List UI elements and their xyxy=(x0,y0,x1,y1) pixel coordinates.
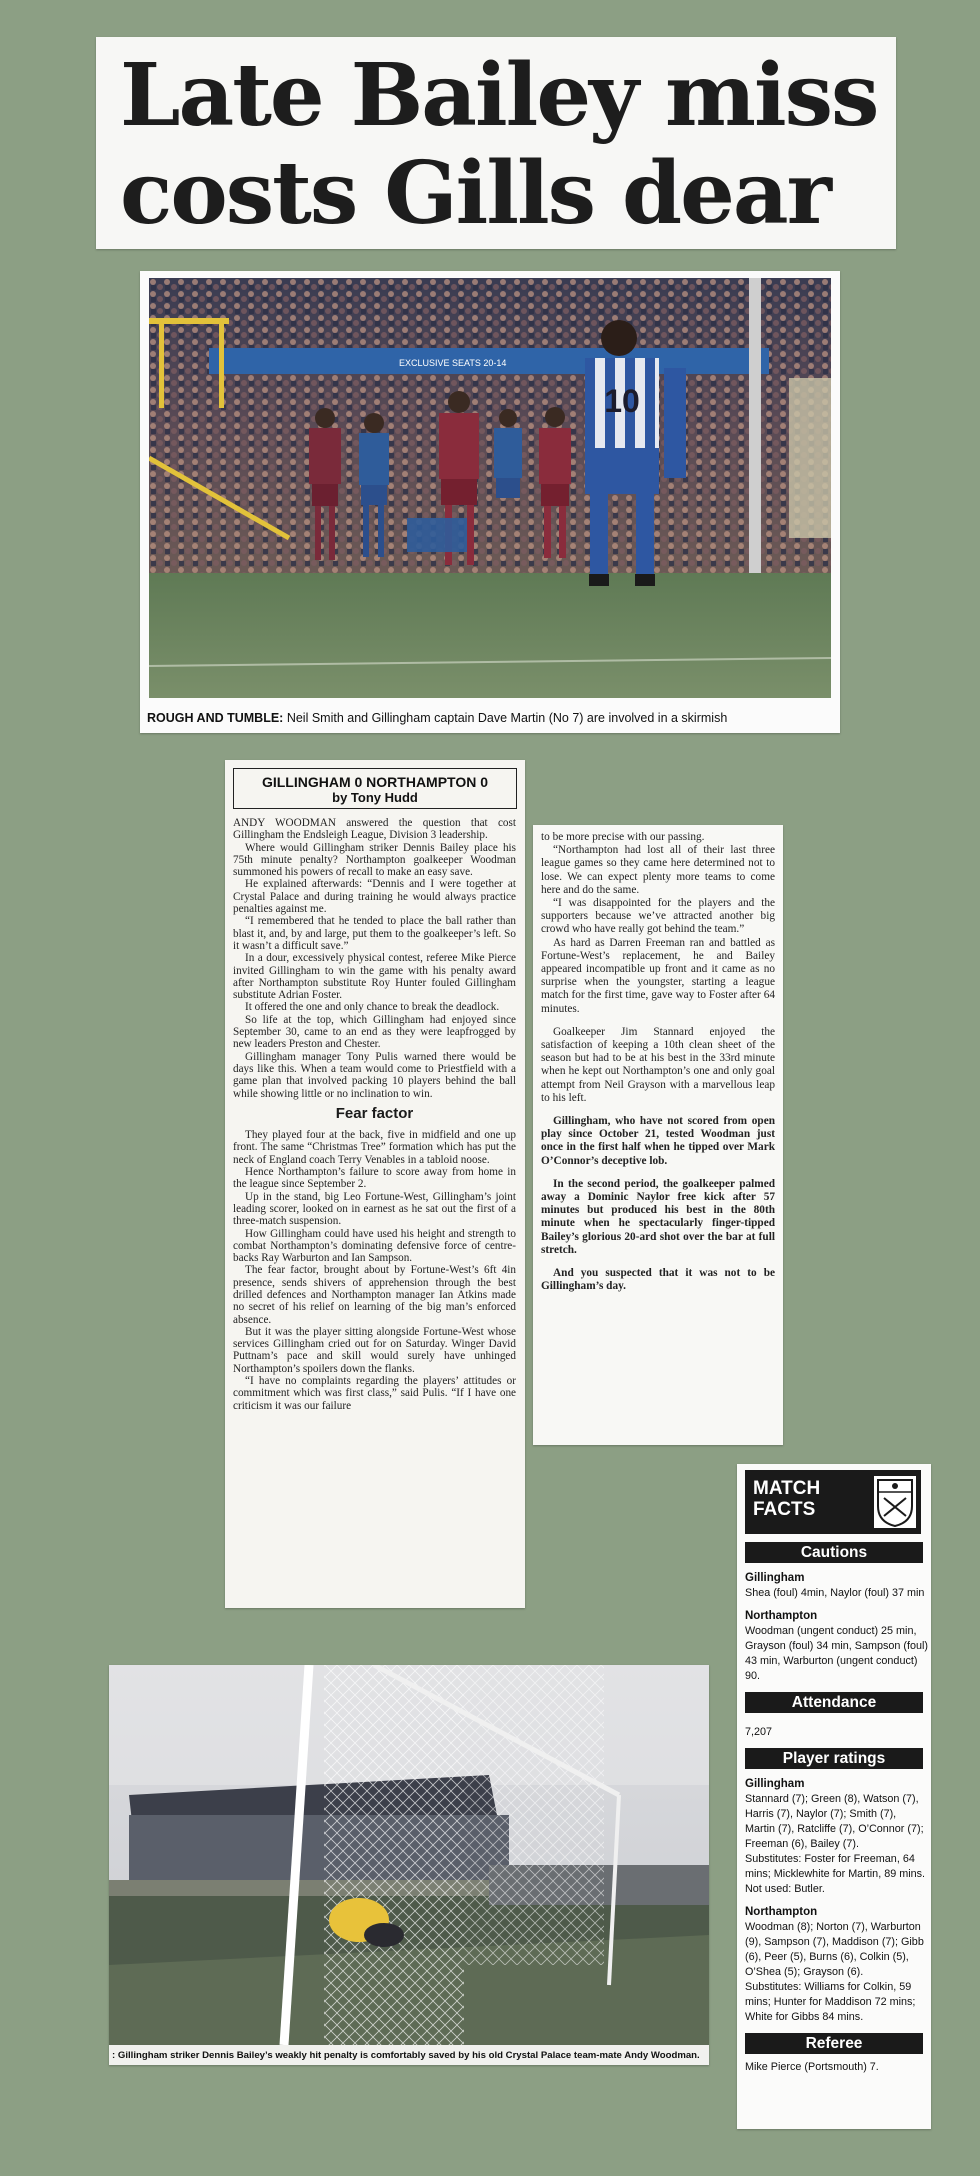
ratings-team2-text: Woodman (8); Norton (7), Warburton (9), Sampson (7), Maddison (7); Gibb (6), Peer (5), Burns (6), Colkin (5), O’Shea (5); Grayson (6). xyxy=(745,1921,924,1978)
article-paragraph: As hard as Darren Freeman ran and battled as Fortune-West’s replacement, he and Bailey appeared incompatible up front and it came as no surprise when the youngster, starting a league match for the first time, gave way to Foster after 64 minutes. xyxy=(541,936,775,1015)
article-body-col1 xyxy=(233,817,516,1412)
col2-part3 xyxy=(541,1115,775,1168)
article-paragraph: to be more precise with our passing. xyxy=(541,831,705,843)
match-action-illustration xyxy=(149,278,831,698)
bottom-photo-caption: : Gillingham striker Dennis Bailey’s weakly hit penalty is comfortably saved by his old Crystal Palace team-mate Andy Woodman. xyxy=(112,2050,700,2061)
article-paragraph: “I have no complaints regarding the players’ attitudes or commitment which was first class,” said Pulis. “If I have one criticism it was our failure xyxy=(233,1375,516,1412)
article-paragraph: “I remembered that he tended to place the ball rather than blast it, and, by and large, put them to the goalkeeper’s left. So it wasn’t a difficult save.” xyxy=(233,915,516,952)
col2-part4 xyxy=(541,1178,775,1257)
caption-lead: ROUGH AND TUMBLE: xyxy=(147,711,284,725)
ratings-team2-subs: Substitutes: Williams for Colkin, 59 mins; Hunter for Maddison 72 mins; White for Gibbs 84 mins. xyxy=(745,1981,916,2023)
article-paragraph: “Northampton had lost all of their last three league games so they came here determined not to lose. We can expect plenty more teams to come here and do the same. xyxy=(541,844,775,896)
cautions-team1-text: Shea (foul) 4min, Naylor (foul) 37 min xyxy=(745,1587,925,1599)
article-heading: GILLINGHAM 0 NORTHAMPTON 0 xyxy=(261,774,489,790)
col1-part1 xyxy=(233,817,516,1100)
referee-heading: Referee xyxy=(745,2033,923,2054)
article-paragraph: Gillingham manager Tony Pulis warned there would be days like this. When a team would come to Priestfield with a game plan that involved packing 10 players behind the ball while showing little or no inclination to win. xyxy=(233,1050,516,1100)
penalty-save-photo xyxy=(109,1665,709,2045)
article-paragraph: It offered the one and only chance to break the deadlock. xyxy=(245,1001,500,1014)
club-crest-icon xyxy=(874,1476,916,1528)
match-facts-content xyxy=(737,1542,931,2075)
article-paragraph: And you suspected that it was not to be Gillingham’s day. xyxy=(541,1267,775,1293)
article-paragraph: Gillingham, who have not scored from open play since October 21, tested Woodman just once in the first half when he tipped over Mark O’Connor’s deceptive lob. xyxy=(541,1115,775,1167)
attendance-value: 7,207 xyxy=(745,1726,773,1738)
shirt-number: 10 xyxy=(604,383,640,419)
article-paragraph: The fear factor, brought about by Fortune-West’s 6ft 4in presence, sends shivers of apprehension through the best drilled defences and Northampton manager Ian Atkins made no secret of his relief on learning of the big man’s enforced absence. xyxy=(233,1264,516,1326)
article-body-col2 xyxy=(541,831,775,1294)
ratings-team1-subs: Substitutes: Foster for Freeman, 64 mins; Micklewhite for Martin, 89 mins. Not used: Butler. xyxy=(745,1853,925,1895)
ratings-team2: Northampton xyxy=(745,1906,818,1918)
caption-text: Neil Smith and Gillingham captain Dave Martin (No 7) are involved in a skirmish xyxy=(286,711,728,725)
bottom-photo-clipping xyxy=(109,1665,709,2065)
article-paragraph: How Gillingham could have used his height and strength to combat Northampton’s dominating defensive force of centre-backs Ray Warburton and Ian Sampson. xyxy=(233,1227,516,1265)
cautions-team2: Northampton xyxy=(745,1610,818,1622)
article-paragraph: In the second period, the goalkeeper palmed away a Dominic Naylor free kick after 57 minutes but produced his best in the 80th minute when he spectacularly finger-tipped Bailey’s glorious 20-ard shot over the bar at full stretch. xyxy=(541,1177,775,1256)
ratings-team1: Gillingham xyxy=(745,1778,805,1790)
match-facts-panel xyxy=(737,1464,931,2129)
match-facts-title-line1: MATCH xyxy=(753,1478,821,1499)
penalty-save-illustration xyxy=(109,1665,709,2045)
attendance-heading: Attendance xyxy=(745,1692,923,1713)
col2-part2 xyxy=(541,1026,775,1105)
article-column-2 xyxy=(533,825,783,1445)
col1-part2 xyxy=(233,1129,516,1412)
headline-clipping xyxy=(96,37,896,249)
article-column-1 xyxy=(225,760,525,1608)
referee-value: Mike Pierce (Portsmouth) 7. xyxy=(745,2061,879,2073)
article-paragraph: They played four at the back, five in midfield and one up front. The same “Christmas Tree” formation which has put the neck of England coach Terry Venables in a tabloid noose. xyxy=(233,1129,516,1166)
article-byline: by Tony Hudd xyxy=(332,790,418,805)
col2-part5 xyxy=(541,1267,775,1293)
match-action-photo xyxy=(149,278,831,698)
article-paragraph: Goalkeeper Jim Stannard enjoyed the satisfaction of keeping a 10th clean sheet of the season but had to be at his best in the 33rd minute when he kept out Northampton’s one and only goal attempt from Neil Grayson with a marvellous leap to his left. xyxy=(541,1025,775,1104)
article-paragraph: Up in the stand, big Leo Fortune-West, Gillingham’s joint leading scorer, looked on in earnest as he sat out the first of a three-match suspension. xyxy=(233,1190,516,1228)
article-paragraph: So life at the top, which Gillingham had enjoyed since September 30, came to an end as they were leapfrogged by new leaders Preston and Chester. xyxy=(233,1013,516,1051)
article-paragraph: Where would Gillingham striker Dennis Bailey place his 75th minute penalty? Northampton goalkeeper Woodman summoned his powers of recall to make an easy save. xyxy=(233,841,516,879)
top-photo-caption xyxy=(147,711,727,725)
article-paragraph: But it was the player sitting alongside Fortune-West whose services Gillingham cried out for on Saturday. Winger David Puttnam’s pace and skill would surely have unhinged Northampton’s spoilers down the flanks. xyxy=(233,1325,516,1375)
hoarding-text: EXCLUSIVE SEATS 20-14 xyxy=(399,358,507,368)
cautions-team2-text: Woodman (ungent conduct) 25 min, Grayson (foul) 34 min, Sampson (foul) 43 min, Warburton (ungent conduct) 90. xyxy=(745,1625,929,1682)
article-paragraph: He explained afterwards: “Dennis and I were together at Crystal Palace and during training he would always practice penalties against me. xyxy=(233,878,516,916)
headline-line-1: Late Bailey miss xyxy=(120,45,878,146)
cautions-heading: Cautions xyxy=(745,1542,923,1563)
article-paragraph: ANDY WOODMAN answered the question that cost Gillingham the Endsleigh League, Division 3 leadership. xyxy=(233,817,516,842)
match-facts-title xyxy=(753,1478,820,1520)
match-facts-banner xyxy=(745,1470,921,1534)
article-heading-box xyxy=(233,768,517,809)
article-paragraph: In a dour, excessively physical contest, referee Mike Pierce invited Gillingham to win the game with his penalty award after Northampton substitute Roy Hunter fouled Gillingham substitute Adrian Foster. xyxy=(233,952,516,1002)
col2-part1 xyxy=(541,831,775,1016)
match-facts-title-line2: FACTS xyxy=(753,1499,816,1520)
headline-line-2: costs Gills dear xyxy=(120,143,830,244)
article-paragraph: “I was disappointed for the players and the supporters because we’ve attracted another big crowd who have really got behind the team.” xyxy=(541,897,775,936)
article-subheading: Fear factor xyxy=(335,1104,414,1122)
top-photo-clipping xyxy=(140,271,840,733)
ratings-heading: Player ratings xyxy=(745,1748,923,1769)
cautions-team1: Gillingham xyxy=(745,1572,805,1584)
ratings-team1-text: Stannard (7); Green (8), Watson (7), Harris (7), Naylor (7); Smith (7), Martin (7), Ratcliffe (7), O’Connor (7); Freeman (6), Bailey (7). xyxy=(745,1793,924,1850)
article-paragraph: Hence Northampton’s failure to score away from home in the league since September 2. xyxy=(233,1166,516,1191)
